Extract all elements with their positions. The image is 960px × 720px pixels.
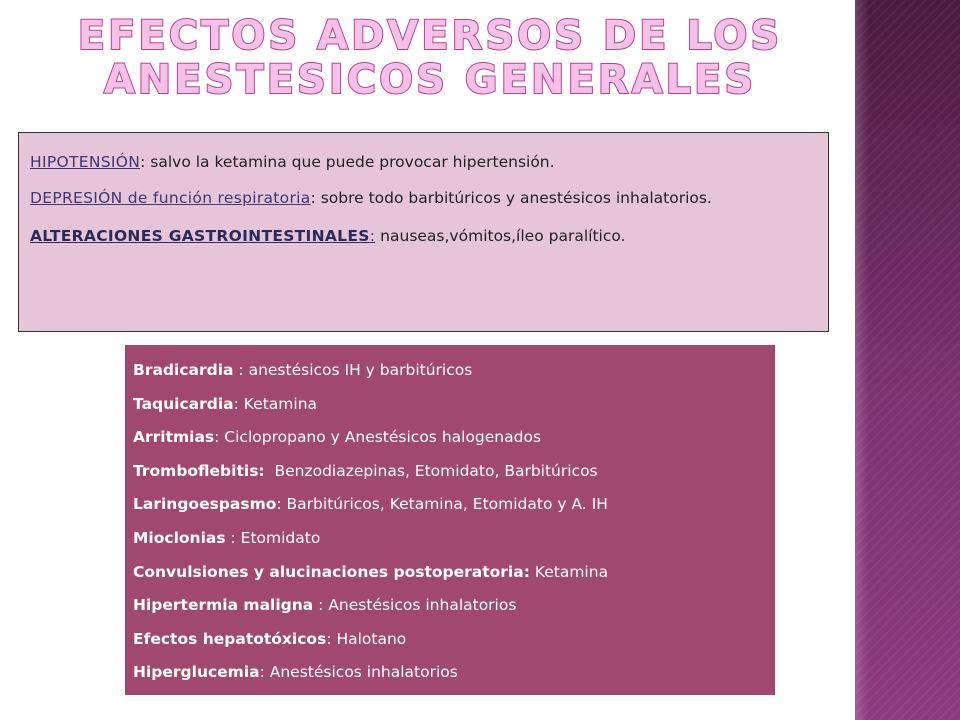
list-item <box>133 522 775 556</box>
slide-title <box>60 14 800 102</box>
list-item-text: : Anestésicos inhalatorios <box>259 663 458 682</box>
effect-text: nauseas,vómitos,íleo paralítico. <box>375 227 626 245</box>
effect-item <box>30 143 817 181</box>
list-item-term: Taquicardia <box>133 394 234 413</box>
list-item-term: Hiperglucemia <box>133 663 260 682</box>
general-effects-box <box>18 132 829 332</box>
decorative-side-band <box>855 0 960 720</box>
list-item-text: : Barbitúricos, Ketamina, Etomidato y A. IH <box>276 495 608 514</box>
list-item <box>133 556 775 590</box>
list-item-term: Laringoespasmo <box>133 495 277 514</box>
list-item <box>133 623 775 657</box>
list-item-text: : Ketamina <box>233 394 318 413</box>
list-item-text: : Anestésicos inhalatorios <box>313 596 517 615</box>
specific-effects-list <box>125 345 775 695</box>
list-item <box>133 455 775 489</box>
list-item-term: Mioclonias <box>133 528 226 547</box>
effect-term: HIPOTENSIÓN <box>30 153 141 171</box>
list-item-text: : anestésicos IH y barbitúricos <box>233 361 473 379</box>
list-item-text: Benzodiazepinas, Etomidato, Barbitúricos <box>264 461 598 480</box>
effect-text: : salvo la ketamina que puede provocar hipertensión. <box>140 153 555 171</box>
list-item-text: : Ciclopropano y Anestésicos halogenados <box>214 428 542 447</box>
list-item-text: Ketamina <box>529 562 609 581</box>
list-item-text: : Etomidato <box>225 528 321 547</box>
list-item-term: Efectos hepatotóxicos <box>133 629 327 648</box>
list-item <box>133 421 775 455</box>
effect-colon: : <box>369 227 376 245</box>
list-item <box>133 388 775 422</box>
effect-text: : sobre todo barbitúricos y anestésicos inhalatorios. <box>310 189 712 207</box>
list-item-term: Bradicardia <box>133 361 234 379</box>
list-item <box>133 656 775 690</box>
effect-item <box>30 179 817 217</box>
title-line-1: EFECTOS ADVERSOS DE LOS <box>77 13 783 59</box>
list-item <box>133 589 775 623</box>
list-item <box>133 488 775 522</box>
list-item <box>133 354 775 388</box>
effect-term: ALTERACIONES GASTROINTESTINALES <box>30 227 370 245</box>
list-item-term: Arritmias <box>133 428 215 447</box>
list-item-text: : Halotano <box>326 629 407 648</box>
list-item-term: Tromboflebitis: <box>133 461 265 480</box>
effect-term: DEPRESIÓN de función respiratoria <box>30 189 311 207</box>
effect-item <box>30 217 817 255</box>
list-item-term: Hipertermia maligna <box>133 596 314 615</box>
list-item-term: Convulsiones y alucinaciones postoperatoria: <box>133 562 530 581</box>
title-line-2: ANESTESICOS GENERALES <box>103 57 757 103</box>
